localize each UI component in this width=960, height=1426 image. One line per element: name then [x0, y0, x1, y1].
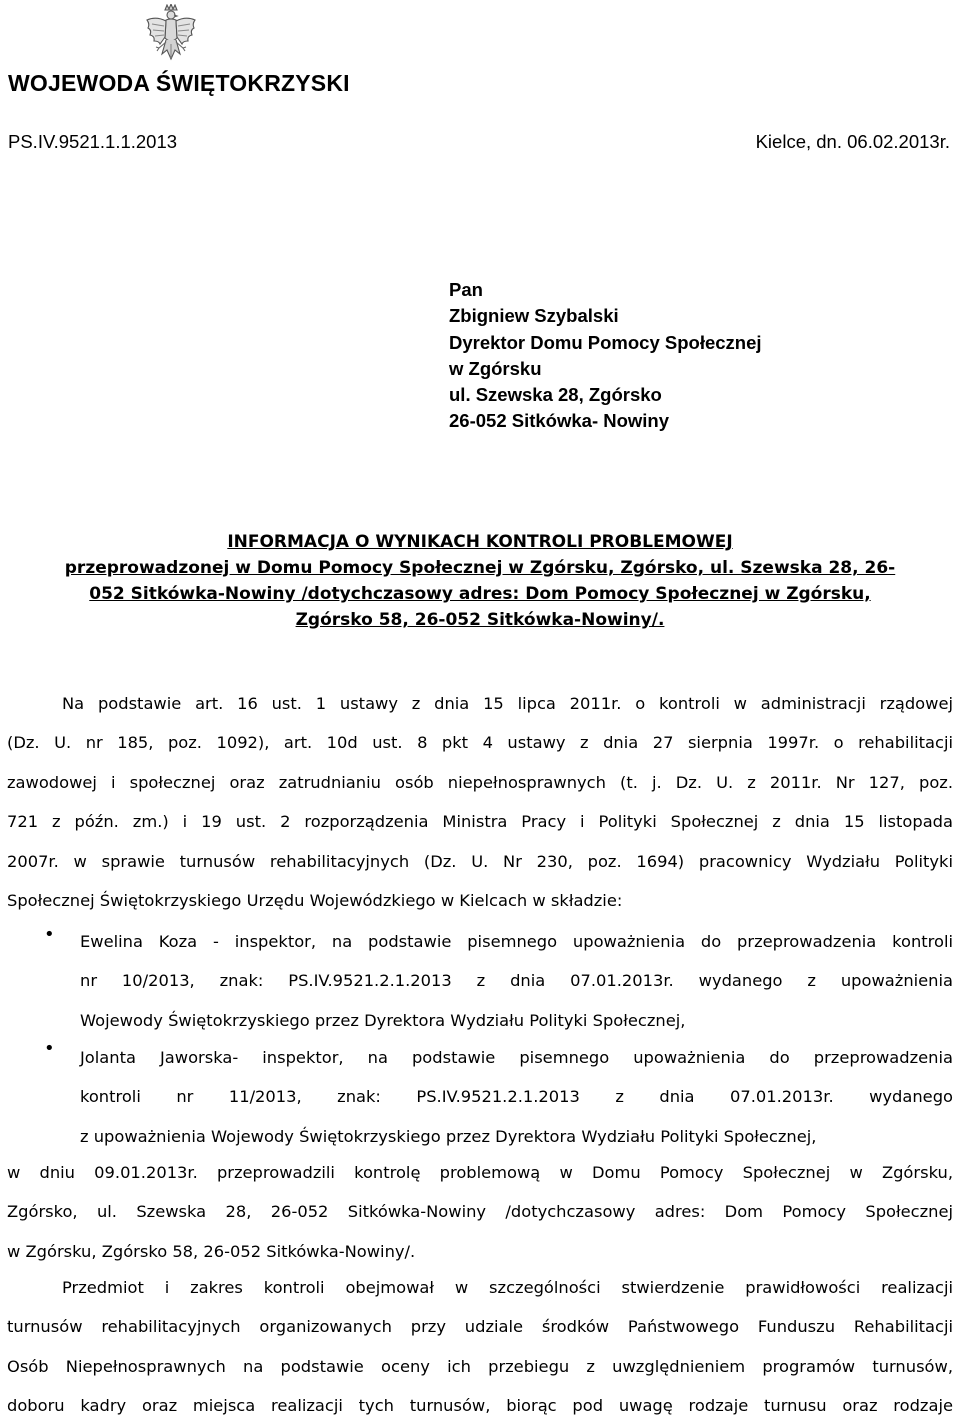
paragraph-line: 721 z późn. zm.) i 19 ust. 2 rozporządzenia Ministra Pracy i Polityki Społecznej z dnia 15 listopada	[7, 812, 953, 832]
paragraph-line: w dniu 09.01.2013r. przeprowadzili kontrolę problemową w Domu Pomocy Społecznej w Zgórsku,	[7, 1163, 953, 1182]
document-title	[0, 529, 960, 633]
addressee-line: ul. Szewska 28, Zgórsko	[449, 384, 662, 406]
scope-paragraph	[7, 1268, 953, 1426]
list-item-line: kontroli nr 11/2013, znak: PS.IV.9521.2.1.2013 z dnia 07.01.2013r. wydanego	[80, 1087, 953, 1107]
title-line: przeprowadzonej w Domu Pomocy Społecznej w Zgórsku, Zgórsko, ul. Szewska 28, 26-	[64, 558, 896, 578]
addressee-line: w Zgórsku	[449, 357, 542, 379]
addressee-line: Zbigniew Szybalski	[449, 305, 619, 327]
inspection-date-paragraph	[7, 1153, 953, 1271]
title-line: INFORMACJA O WYNIKACH KONTROLI PROBLEMOWEJ	[227, 532, 733, 552]
list-item-line: Ewelina Koza - inspektor, na podstawie pisemnego upoważnienia do przeprowadzenia kontroli	[80, 932, 953, 951]
title-line: Zgórsko 58, 26-052 Sitkówka-Nowiny/.	[295, 610, 665, 630]
addressee-block	[449, 277, 762, 435]
paragraph-line: 2007r. w sprawie turnusów rehabilitacyjnych (Dz. U. Nr 230, poz. 1694) pracownicy Wydziału Polityki	[7, 851, 953, 871]
paragraph-line: doboru kadry oraz miejsca realizacji tych turnusów, biorąc pod uwagę rodzaje turnusu oraz rodzaje	[7, 1396, 953, 1416]
paragraph-line: zawodowej i społecznej oraz zatrudnianiu osób niepełnosprawnych (t. j. Dz. U. z 2011r. Nr 127, poz.	[7, 772, 953, 792]
addressee-line: 26-052 Sitkówka- Nowiny	[449, 410, 670, 432]
paragraph-line: Zgórsko, ul. Szewska 28, 26-052 Sitkówka-Nowiny /dotychczasowy adres: Dom Pomocy Społecznej	[7, 1202, 953, 1222]
paragraph-line: Na podstawie art. 16 ust. 1 ustawy z dnia 15 lipca 2011r. o kontroli w administracji rządowej	[62, 694, 953, 713]
bullet-icon: •	[44, 1038, 55, 1059]
inspector-list-item	[80, 922, 953, 1040]
issuer-heading: WOJEWODA ŚWIĘTOKRZYSKI	[8, 70, 350, 96]
addressee-line: Dyrektor Domu Pomocy Społecznej	[449, 331, 762, 353]
title-line: 052 Sitkówka-Nowiny /dotychczasowy adres: Dom Pomocy Społecznej w Zgórsku,	[89, 584, 871, 604]
addressee-line: Pan	[449, 279, 483, 300]
paragraph-line: w Zgórsku, Zgórsko 58, 26-052 Sitkówka-Nowiny/.	[7, 1241, 416, 1261]
list-item-line: nr 10/2013, znak: PS.IV.9521.2.1.2013 z dnia 07.01.2013r. wydanego z upoważnienia	[80, 971, 953, 991]
inspector-list-item	[80, 1038, 953, 1156]
legal-basis-paragraph	[7, 684, 953, 920]
bullet-icon: •	[44, 924, 55, 945]
paragraph-line: turnusów rehabilitacyjnych organizowanych przy udziale środków Państwowego Funduszu Rehabilitacji	[7, 1317, 953, 1337]
paragraph-line: Przedmiot i zakres kontroli obejmował w szczególności stwierdzenie prawidłowości realizacji	[62, 1278, 953, 1297]
list-item-line: Jolanta Jaworska- inspektor, na podstawie pisemnego upoważnienia do przeprowadzenia	[80, 1048, 953, 1067]
paragraph-line: Społecznej Świętokrzyskiego Urzędu Wojewódzkiego w Kielcach w składzie:	[7, 890, 623, 910]
list-item-line: Wojewody Świętokrzyskiego przez Dyrektora Wydziału Polityki Społecznej,	[80, 1010, 686, 1030]
polish-eagle-emblem-icon	[144, 4, 198, 66]
reference-number: PS.IV.9521.1.1.2013	[8, 131, 178, 152]
document-date: Kielce, dn. 06.02.2013r.	[755, 131, 950, 152]
paragraph-line: Osób Niepełnosprawnych na podstawie oceny ich przebiegu z uwzględnieniem programów turnusów,	[7, 1356, 953, 1376]
paragraph-line: (Dz. U. nr 185, poz. 1092), art. 10d ust. 8 pkt 4 ustawy z dnia 27 sierpnia 1997r. o rehabilitacji	[7, 733, 953, 753]
list-item-line: z upoważnienia Wojewody Świętokrzyskiego przez Dyrektora Wydziału Polityki Społecznej,	[80, 1126, 817, 1146]
